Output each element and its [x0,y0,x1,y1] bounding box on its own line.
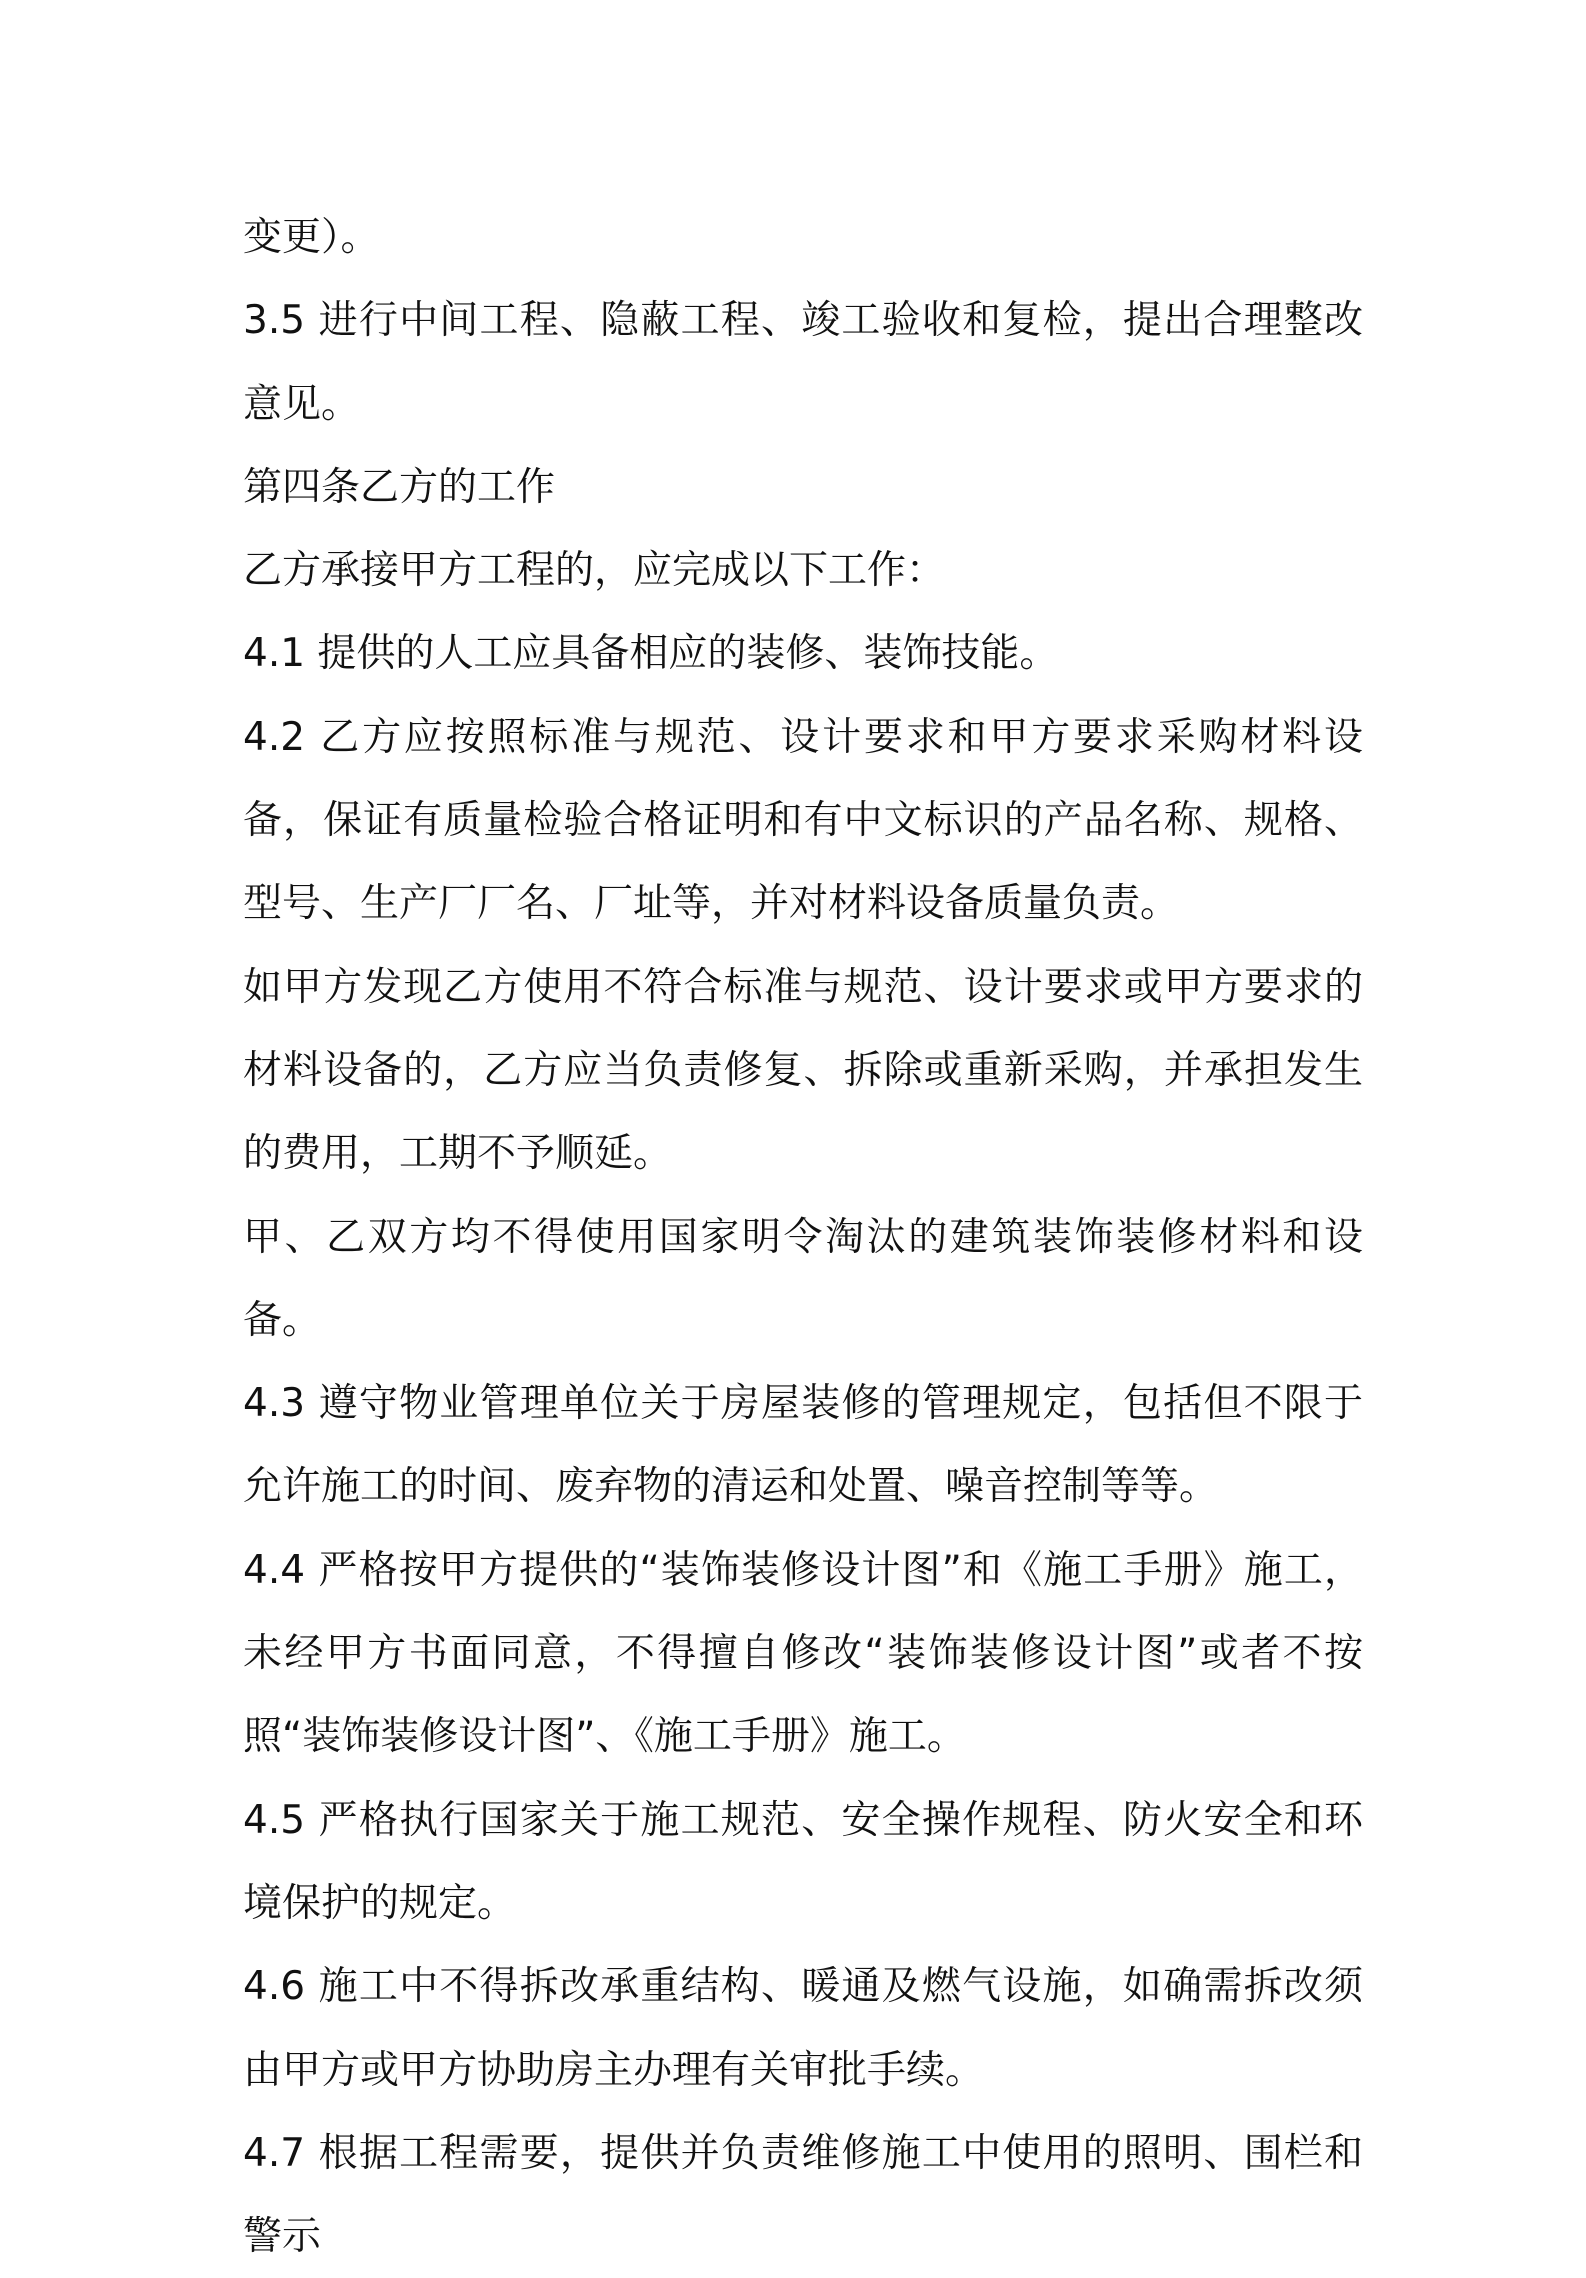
paragraph-3-5: 3.5 进行中间工程、隐蔽工程、竣工验收和复检，提出合理整改意见。 [243,298,1363,427]
section-heading-article-4: 第四条乙方的工作 [243,464,556,510]
paragraph-4-2: 4.2 乙方应按照标准与规范、设计要求和甲方要求采购材料设备，保证有质量检验合格证明和有中文标识的产品名称、规格、型号、生产厂厂名、厂址等，并对材料设备质量负责。 [243,714,1363,927]
paragraph-4-5: 4.5 严格执行国家关于施工规范、安全操作规程、防火安全和环境保护的规定。 [243,1797,1363,1926]
paragraph-4-3: 4.3 遵守物业管理单位关于房屋装修的管理规定，包括但不限于允许施工的时间、废弃物的清运和处置、噪音控制等等。 [243,1381,1363,1510]
paragraph-4-2-banned-materials: 甲、乙双方均不得使用国家明令淘汰的建筑装饰装修材料和设备。 [243,1214,1363,1343]
paragraph-4-1: 4.1 提供的人工应具备相应的装修、装饰技能。 [243,631,1059,677]
paragraph-change-end: 变更）。 [243,215,380,260]
paragraph-4-4: 4.4 严格按甲方提供的“装饰装修设计图”和《施工手册》施工，未经甲方书面同意，不得擅自修改“装饰装修设计图”或者不按照“装饰装修设计图”、《施工手册》施工。 [243,1547,1363,1760]
paragraph-party-b-intro: 乙方承接甲方工程的，应完成以下工作： [243,548,946,594]
paragraph-4-7: 4.7 根据工程需要，提供并负责维修施工中使用的照明、围栏和警示 [243,2130,1363,2260]
document-body [243,196,1363,2278]
paragraph-4-6: 4.6 施工中不得拆改承重结构、暖通及燃气设施，如确需拆改须由甲方或甲方协助房主办理有关审批手续。 [243,1964,1363,2093]
paragraph-4-2-material-defect: 如甲方发现乙方使用不符合标准与规范、设计要求或甲方要求的材料设备的，乙方应当负责修复、拆除或重新采购，并承担发生的费用，工期不予顺延。 [243,964,1363,1177]
